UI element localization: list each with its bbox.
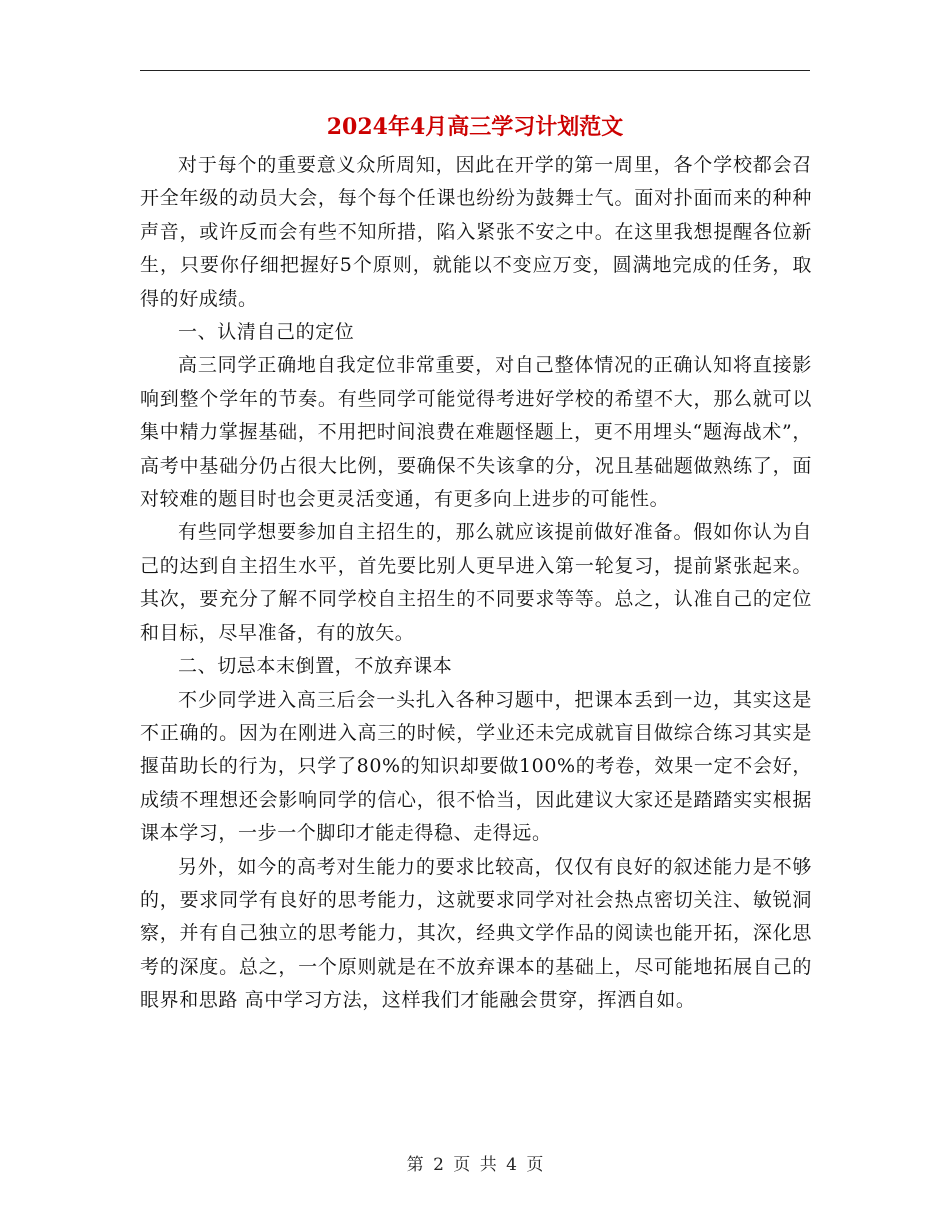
page-number-footer: 第 2 页 共 4 页 — [406, 1155, 544, 1175]
body-paragraph: 有些同学想要参加自主招生的，那么就应该提前做好准备。假如你认为自己的达到自主招生水平，首先要比别人更早进入第一轮复习，提前紧张起来。其次，要充分了解不同学校自主招生的不同要求等等。总之，认准自己的定位和目标，尽早准备，有的放矢。 — [140, 521, 812, 644]
body-paragraph: 不少同学进入高三后会一头扎入各种习题中，把课本丢到一边，其实这是不正确的。因为在刚进入高三的时候，学业还未完成就盲目做综合练习其实是揠苗助长的行为，只学了80%的知识却要做100%的考卷，效果一定不会好，成绩不理想还会影响同学的信心，很不恰当，因此建议大家还是踏踏实实根据课本学习，一步一个脚印才能走得稳、走得远。 — [140, 688, 812, 845]
body-paragraph: 高三同学正确地自我定位非常重要，对自己整体情况的正确认知将直接影响到整个学年的节奏。有些同学可能觉得考进好学校的希望不大，那么就可以集中精力掌握基础，不用把时间浪费在难题怪题上，更不用埋头“题海战术”，高考中基础分仍占很大比例，要确保不失该拿的分，况且基础题做熟练了，面对较难的题目时也会更灵活变通，有更多向上进步的可能性。 — [140, 354, 812, 511]
section-heading-1: 一、认清自己的定位 — [178, 321, 355, 344]
body-paragraph: 另外，如今的高考对生能力的要求比较高，仅仅有良好的叙述能力是不够的，要求同学有良好的思考能力，这就要求同学对社会热点密切关注、敏锐洞察，并有自己独立的思考能力，其次，经典文学作品的阅读也能开拓，深化思考的深度。总之，一个原则就是在不放弃课本的基础上，尽可能地拓展自己的眼界和思路 高中学习方法，这样我们才能融会贯穿，挥洒自如。 — [140, 855, 812, 1012]
intro-paragraph: 对于每个的重要意义众所周知，因此在开学的第一周里，各个学校都会召开全年级的动员大会，每个每个任课也纷纷为鼓舞士气。面对扑面而来的种种声音，或许反而会有些不知所措，陷入紧张不安之中。在这里我想提醒各位新生，只要你仔细把握好5个原则，就能以不变应万变，圆满地完成的任务，取得的好成绩。 — [140, 154, 812, 310]
header-rule — [140, 70, 810, 71]
document-title: 2024年4月高三学习计划范文 — [326, 114, 624, 140]
document-body — [140, 149, 812, 1018]
section-heading-2: 二、切忌本末倒置，不放弃课本 — [178, 655, 453, 678]
